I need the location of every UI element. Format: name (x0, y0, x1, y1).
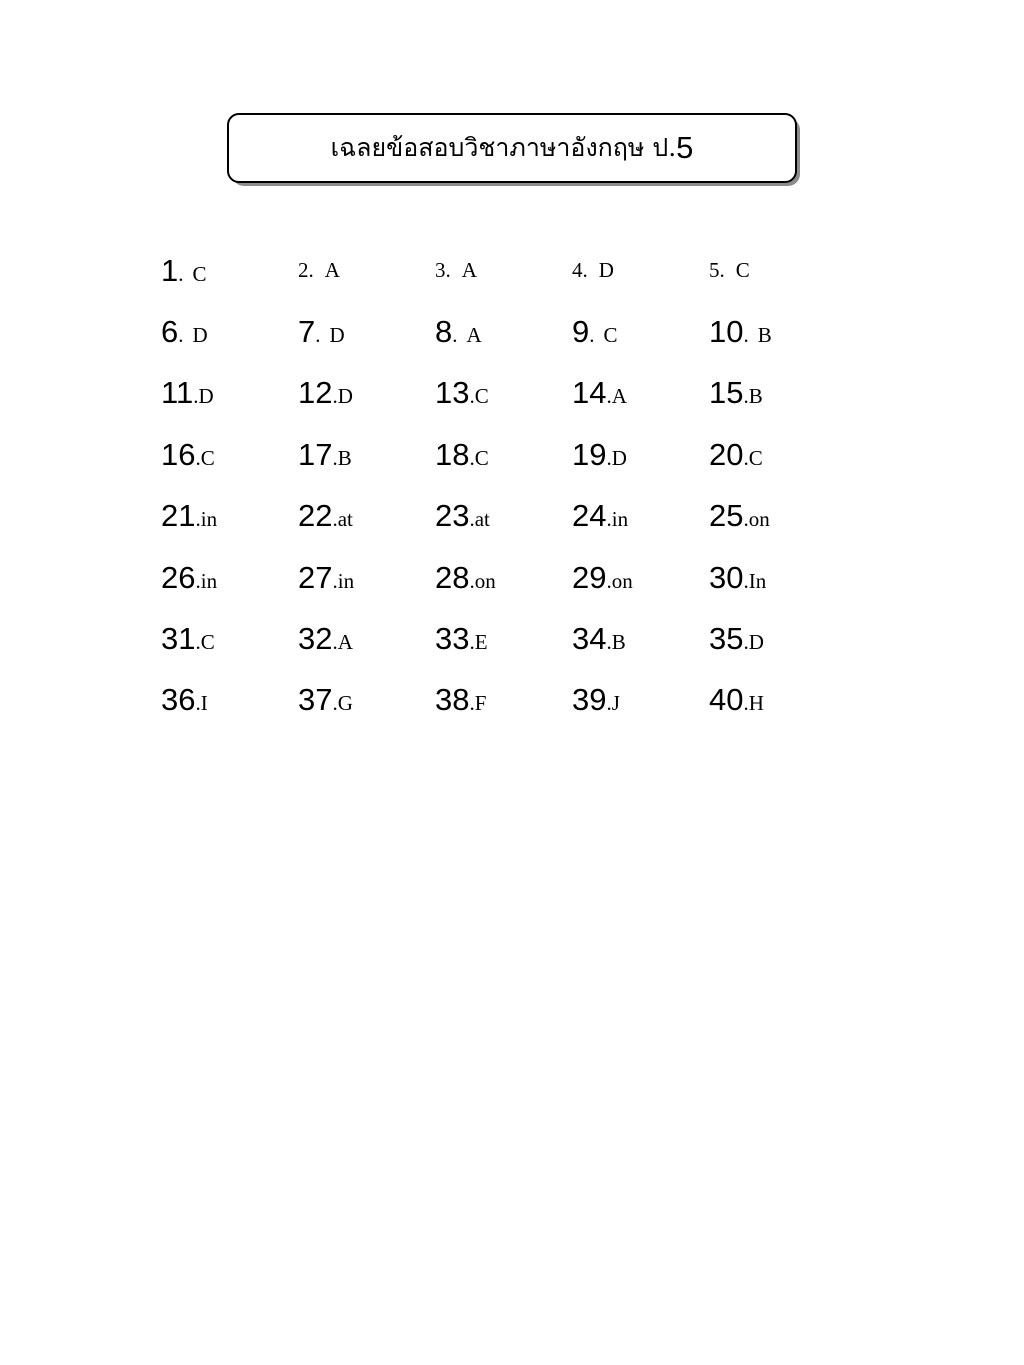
question-number: 13 (435, 375, 470, 411)
answer-item (435, 621, 572, 657)
number-separator: . (606, 445, 612, 470)
number-separator: . (582, 258, 588, 283)
answer-value: A (466, 323, 482, 348)
question-number: 21 (161, 498, 196, 534)
page-title-grade: 5 (676, 130, 694, 165)
number-separator: . (469, 691, 475, 716)
answer-value: G (337, 691, 353, 716)
answer-item (709, 437, 846, 473)
answer-item (572, 560, 709, 596)
answer-item (435, 314, 572, 350)
answer-value: I (200, 691, 208, 716)
answer-item (298, 682, 435, 718)
question-number: 10 (709, 314, 744, 350)
question-number: 30 (709, 559, 744, 595)
answer-value: B (611, 630, 626, 655)
answer-item (161, 682, 298, 718)
question-number: 2 (298, 258, 309, 283)
answer-item (161, 253, 298, 289)
number-separator: . (606, 568, 612, 593)
answer-value: on (611, 568, 633, 593)
question-number: 25 (709, 498, 744, 534)
answer-item (435, 437, 572, 473)
question-number: 27 (298, 559, 333, 595)
answer-item (298, 258, 435, 283)
number-separator: . (193, 384, 199, 409)
number-separator: . (589, 323, 595, 348)
answer-value: C (603, 323, 618, 348)
question-number: 3 (435, 258, 446, 283)
number-separator: . (743, 630, 749, 655)
question-number: 5 (709, 258, 720, 283)
answer-value: B (748, 384, 763, 409)
answer-item (435, 258, 572, 283)
number-separator: . (469, 384, 475, 409)
question-number: 1 (161, 252, 179, 288)
answer-value: J (611, 691, 620, 716)
number-separator: . (178, 323, 184, 348)
answer-item (161, 314, 298, 350)
answer-item (709, 314, 846, 350)
answer-value: in (611, 507, 629, 532)
answer-item (435, 498, 572, 534)
answer-value: In (748, 568, 767, 593)
question-number: 12 (298, 375, 333, 411)
answer-item (572, 314, 709, 350)
answer-value: C (735, 258, 750, 283)
answer-value: C (474, 445, 489, 470)
number-separator: . (469, 507, 475, 532)
number-separator: . (332, 507, 338, 532)
answer-key-grid (161, 240, 861, 731)
question-number: 14 (572, 375, 607, 411)
answer-item (161, 621, 298, 657)
answer-item (572, 437, 709, 473)
answer-value: in (200, 568, 218, 593)
question-number: 39 (572, 682, 607, 718)
answer-item (572, 621, 709, 657)
answer-item (435, 560, 572, 596)
question-number: 17 (298, 436, 333, 472)
question-number: 31 (161, 621, 196, 657)
answer-value: on (748, 507, 770, 532)
answer-item (435, 682, 572, 718)
number-separator: . (178, 261, 184, 286)
answer-value: D (598, 258, 614, 283)
number-separator: . (743, 445, 749, 470)
question-number: 32 (298, 621, 333, 657)
answer-value: D (192, 323, 208, 348)
number-separator: . (332, 691, 338, 716)
question-number: 40 (709, 682, 744, 718)
number-separator: . (452, 323, 458, 348)
number-separator: . (445, 258, 451, 283)
answer-item (161, 437, 298, 473)
number-separator: . (332, 384, 338, 409)
answer-item (298, 621, 435, 657)
question-number: 26 (161, 559, 196, 595)
number-separator: . (195, 568, 201, 593)
answer-value: D (329, 323, 345, 348)
answer-item (161, 375, 298, 411)
answer-value: A (337, 630, 353, 655)
question-number: 16 (161, 436, 196, 472)
answer-value: C (200, 445, 215, 470)
number-separator: . (315, 323, 321, 348)
answer-item (572, 682, 709, 718)
question-number: 20 (709, 436, 744, 472)
answer-value: B (337, 445, 352, 470)
answer-item (161, 498, 298, 534)
answer-value: F (474, 691, 487, 716)
answer-item (572, 498, 709, 534)
answer-item (161, 560, 298, 596)
question-number: 36 (161, 682, 196, 718)
number-separator: . (469, 568, 475, 593)
number-separator: . (195, 507, 201, 532)
number-separator: . (195, 691, 201, 716)
number-separator: . (606, 691, 612, 716)
answer-item (572, 375, 709, 411)
answer-item (709, 621, 846, 657)
number-separator: . (195, 445, 201, 470)
answer-value: B (757, 323, 772, 348)
answer-value: D (611, 445, 627, 470)
answer-item (298, 498, 435, 534)
answer-value: H (748, 691, 764, 716)
number-separator: . (743, 507, 749, 532)
answer-item (709, 498, 846, 534)
number-separator: . (308, 258, 314, 283)
question-number: 15 (709, 375, 744, 411)
question-number: 34 (572, 621, 607, 657)
question-number: 28 (435, 559, 470, 595)
number-separator: . (743, 323, 749, 348)
question-number: 8 (435, 314, 453, 350)
question-number: 6 (161, 314, 179, 350)
title-box (227, 113, 797, 183)
answer-item (298, 375, 435, 411)
number-separator: . (332, 630, 338, 655)
question-number: 19 (572, 436, 607, 472)
question-number: 11 (161, 375, 194, 411)
number-separator: . (332, 568, 338, 593)
answer-value: C (200, 630, 215, 655)
question-number: 35 (709, 621, 744, 657)
number-separator: . (195, 630, 201, 655)
answer-value: A (461, 258, 477, 283)
question-number: 29 (572, 559, 607, 595)
answer-value: on (474, 568, 496, 593)
number-separator: . (606, 630, 612, 655)
question-number: 7 (298, 314, 316, 350)
question-number: 37 (298, 682, 333, 718)
question-number: 9 (572, 314, 590, 350)
number-separator: . (332, 445, 338, 470)
number-separator: . (606, 507, 612, 532)
answer-item (435, 375, 572, 411)
answer-value: C (748, 445, 763, 470)
number-separator: . (743, 568, 749, 593)
number-separator: . (606, 384, 612, 409)
question-number: 18 (435, 436, 470, 472)
number-separator: . (469, 445, 475, 470)
question-number: 23 (435, 498, 470, 534)
number-separator: . (743, 384, 749, 409)
answer-value: in (337, 568, 355, 593)
answer-item (572, 258, 709, 283)
answer-value: D (198, 384, 214, 409)
answer-item (298, 437, 435, 473)
answer-value: A (324, 258, 340, 283)
question-number: 4 (572, 258, 583, 283)
answer-value: E (474, 630, 488, 655)
answer-item (709, 560, 846, 596)
number-separator: . (743, 691, 749, 716)
answer-value: at (337, 507, 353, 532)
answer-value: in (200, 507, 218, 532)
answer-item (298, 314, 435, 350)
answer-value: C (474, 384, 489, 409)
answer-item (709, 258, 846, 283)
question-number: 38 (435, 682, 470, 718)
answer-value: D (748, 630, 764, 655)
answer-value: at (474, 507, 490, 532)
number-separator: . (719, 258, 725, 283)
answer-item (709, 375, 846, 411)
question-number: 33 (435, 621, 470, 657)
number-separator: . (469, 630, 475, 655)
page-title: เฉลยข้อสอบวิชาภาษาอังกฤษ ป. (330, 133, 677, 162)
answer-item (298, 560, 435, 596)
answer-value: A (611, 384, 627, 409)
answer-value: C (192, 261, 207, 286)
answer-item (709, 682, 846, 718)
answer-value: D (337, 384, 353, 409)
question-number: 22 (298, 498, 333, 534)
question-number: 24 (572, 498, 607, 534)
